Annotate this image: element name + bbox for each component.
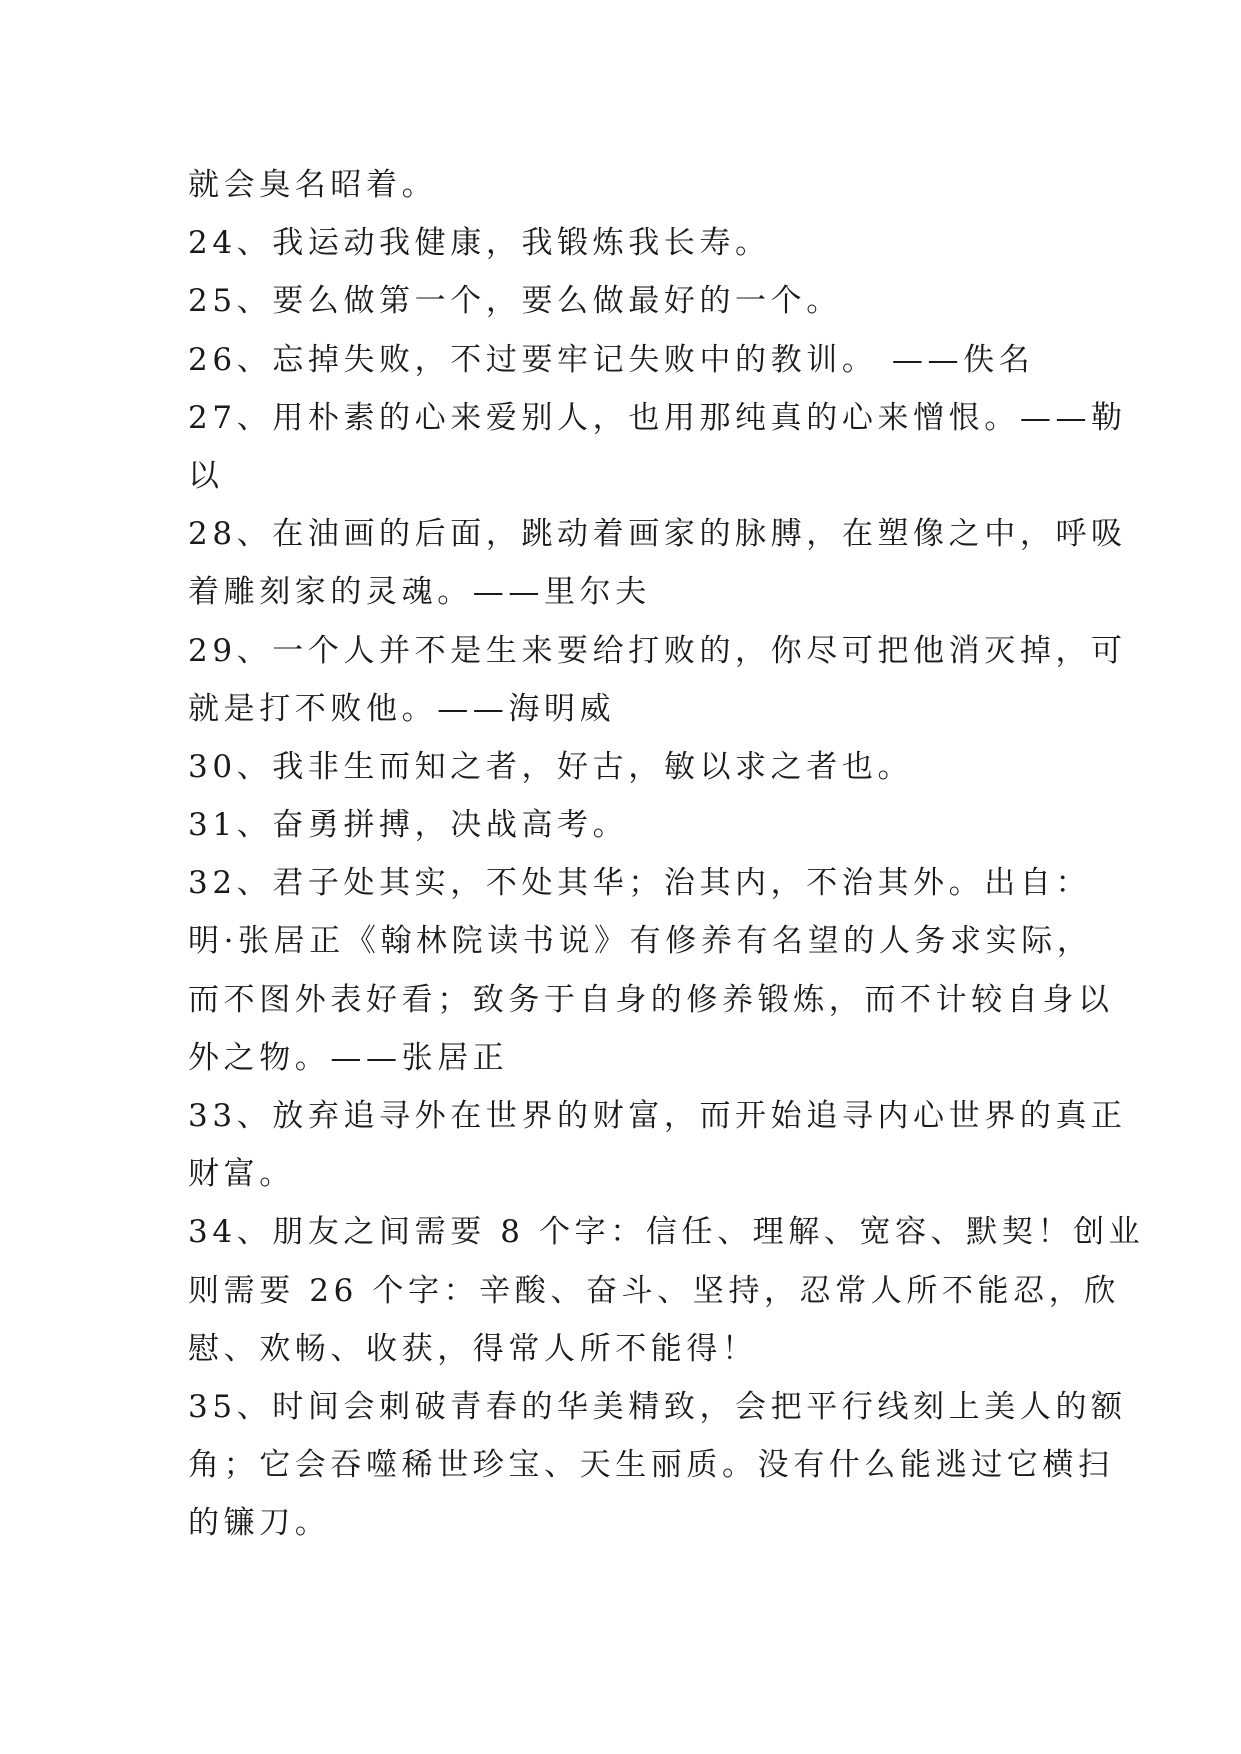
document-body xyxy=(188,156,1145,1553)
text-line: 30、我非生而知之者，好古，敏以求之者也。 xyxy=(188,748,914,785)
text-line: 角；它会吞噬稀世珍宝、天生丽质。没有什么能逃过它横扫 xyxy=(188,1447,1114,1484)
text-line: 的镰刀。 xyxy=(188,1505,331,1542)
text-line: 外之物。——张居正 xyxy=(188,1039,509,1076)
text-line: 29、一个人并不是生来要给打败的，你尽可把他消灭掉，可 xyxy=(188,632,1127,669)
text-line: 28、在油画的后面，跳动着画家的脉膊，在塑像之中，呼吸 xyxy=(188,516,1127,553)
text-line: 慰、欢畅、收获，得常人所不能得！ xyxy=(188,1330,758,1367)
text-line: 则需要 26 个字：辛酸、奋斗、坚持，忍常人所不能忍，欣 xyxy=(188,1272,1120,1309)
text-line: 明·张居正《翰林院读书说》有修养有名望的人务求实际， xyxy=(188,923,1093,960)
text-line: 34、朋友之间需要 8 个字：信任、理解、宽容、默契！创业 xyxy=(188,1214,1145,1251)
text-line: 财富。 xyxy=(188,1156,295,1193)
text-line: 31、奋勇拼搏，决战高考。 xyxy=(188,807,629,844)
text-line: 以 xyxy=(188,457,224,494)
text-line: 就会臭名昭着。 xyxy=(188,167,438,203)
text-line: 35、时间会刺破青春的华美精致，会把平行线刻上美人的额 xyxy=(188,1388,1127,1425)
text-line: 27、用朴素的心来爱别人，也用那纯真的心来憎恨。——勒 xyxy=(188,399,1127,436)
text-line: 32、君子处其实，不处其华；治其内，不治其外。出自： xyxy=(188,865,1092,902)
text-line: 25、要么做第一个，要么做最好的一个。 xyxy=(188,283,842,320)
text-line: 着雕刻家的灵魂。——里尔夫 xyxy=(188,574,651,611)
text-line: 24、我运动我健康，我锻炼我长寿。 xyxy=(188,225,771,262)
text-line: 就是打不败他。——海明威 xyxy=(188,690,616,727)
text-line: 26、忘掉失败，不过要牢记失败中的教训。 ——佚名 xyxy=(188,341,1035,378)
text-line: 33、放弃追寻外在世界的财富，而开始追寻内心世界的真正 xyxy=(188,1098,1127,1134)
text-line: 而不图外表好看；致务于自身的修养锻炼，而不计较自身以 xyxy=(188,981,1114,1018)
